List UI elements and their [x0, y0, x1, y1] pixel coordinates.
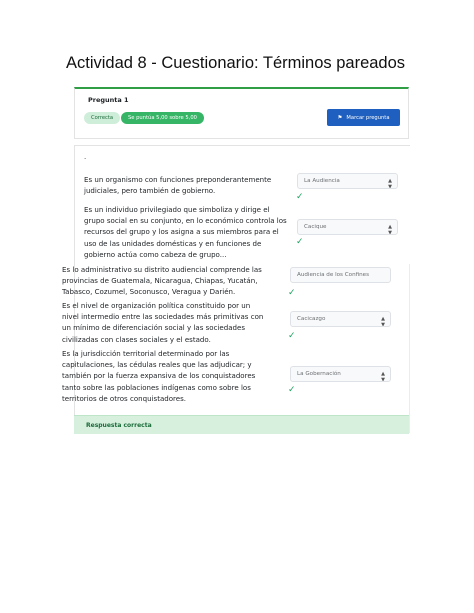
prompt-line: uso de las unidades domésticas y en funciones de [84, 238, 262, 248]
prompt-line: nivel intermedio entre las sociedades más primitivas con [62, 312, 264, 322]
answer-select-1[interactable] [297, 173, 398, 189]
prompt-line: civilizadas con clases sociales y el estado. [62, 334, 211, 344]
correct-check-icon: ✓ [296, 237, 304, 247]
page-title: Actividad 8 - Cuestionario: Términos pareados [66, 54, 406, 72]
match-prompt-3 [62, 264, 262, 298]
match-prompt-5 [62, 348, 255, 404]
answer-select-3[interactable] [290, 267, 391, 283]
select-caret-icon: ▲ ▼ [388, 224, 392, 235]
prompt-line: recursos del grupo y los asigna a sus miembros para el [84, 227, 279, 237]
prompt-line: Es el nivel de organización política constituido por un [62, 301, 251, 310]
correct-check-icon: ✓ [288, 385, 296, 395]
flag-question-label: Marcar pregunta [346, 114, 390, 121]
answer-select-value: Audiencia de los Confines [297, 272, 370, 278]
correct-check-icon: ✓ [288, 331, 296, 341]
prompt-line: Tabasco, Cozumel, Soconusco, Veragua y Darién. [62, 287, 236, 297]
prompt-line: un mínimo de diferenciación social y las sociedades [62, 323, 246, 333]
match-prompt-2 [84, 204, 287, 260]
correct-check-icon: ✓ [288, 288, 296, 298]
prompt-line: Es la jurisdicción territorial determinado por las [62, 349, 230, 358]
prompt-line: también por la fuerza expansiva de los conquistadores [62, 371, 256, 381]
answer-select-value: Cacique [304, 224, 327, 230]
prompt-line: judiciales, pero también de gobierno. [84, 186, 216, 196]
prompt-line: capitulaciones, las cédulas reales que las adjudicar; y [62, 360, 252, 370]
leading-dot: . [84, 153, 87, 161]
match-prompt-1 [84, 174, 271, 196]
prompt-line: gobierno actúa como cabeza de grupo... [84, 249, 227, 259]
match-prompt-4 [62, 300, 263, 345]
answer-select-5[interactable] [290, 366, 391, 382]
select-caret-icon: ▲ ▼ [381, 371, 385, 382]
answer-select-2[interactable] [297, 219, 398, 235]
feedback-title: Respuesta correcta [86, 422, 152, 429]
question-number: Pregunta 1 [88, 96, 129, 104]
prompt-line: grupo social en su conjunto, en lo económico controla los [84, 216, 287, 226]
correct-check-icon: ✓ [296, 192, 304, 202]
feedback-panel [74, 415, 409, 434]
prompt-line: tanto sobre las poblaciones indígenas como sobre los [62, 382, 251, 392]
question-info-card [74, 87, 409, 139]
prompt-line: territorios de otros conquistadores. [62, 393, 187, 403]
answer-select-value: La Gobernación [297, 371, 341, 377]
select-caret-icon: ▲ ▼ [388, 178, 392, 189]
flag-question-button[interactable] [327, 109, 400, 126]
select-caret-icon: ▲ ▼ [381, 316, 385, 327]
prompt-line: Es un individuo privilegiado que simboliza y dirige el [84, 205, 270, 214]
grade-badge: Se puntúa 5,00 sobre 5,00 [121, 112, 204, 124]
prompt-line: Es un organismo con funciones preponderantemente [84, 175, 272, 184]
flag-icon: ⚑ [337, 114, 343, 121]
prompt-line: Es lo administrativo su distrito audiencial comprende las [62, 265, 262, 274]
answer-select-4[interactable] [290, 311, 391, 327]
state-badge: Correcta [84, 112, 120, 124]
prompt-line: provincias de Guatemala, Nicaragua, Chiapas, Yucatán, [62, 276, 258, 286]
answer-select-value: La Audiencia [304, 178, 340, 184]
answer-select-value: Cacicazgo [297, 316, 326, 322]
